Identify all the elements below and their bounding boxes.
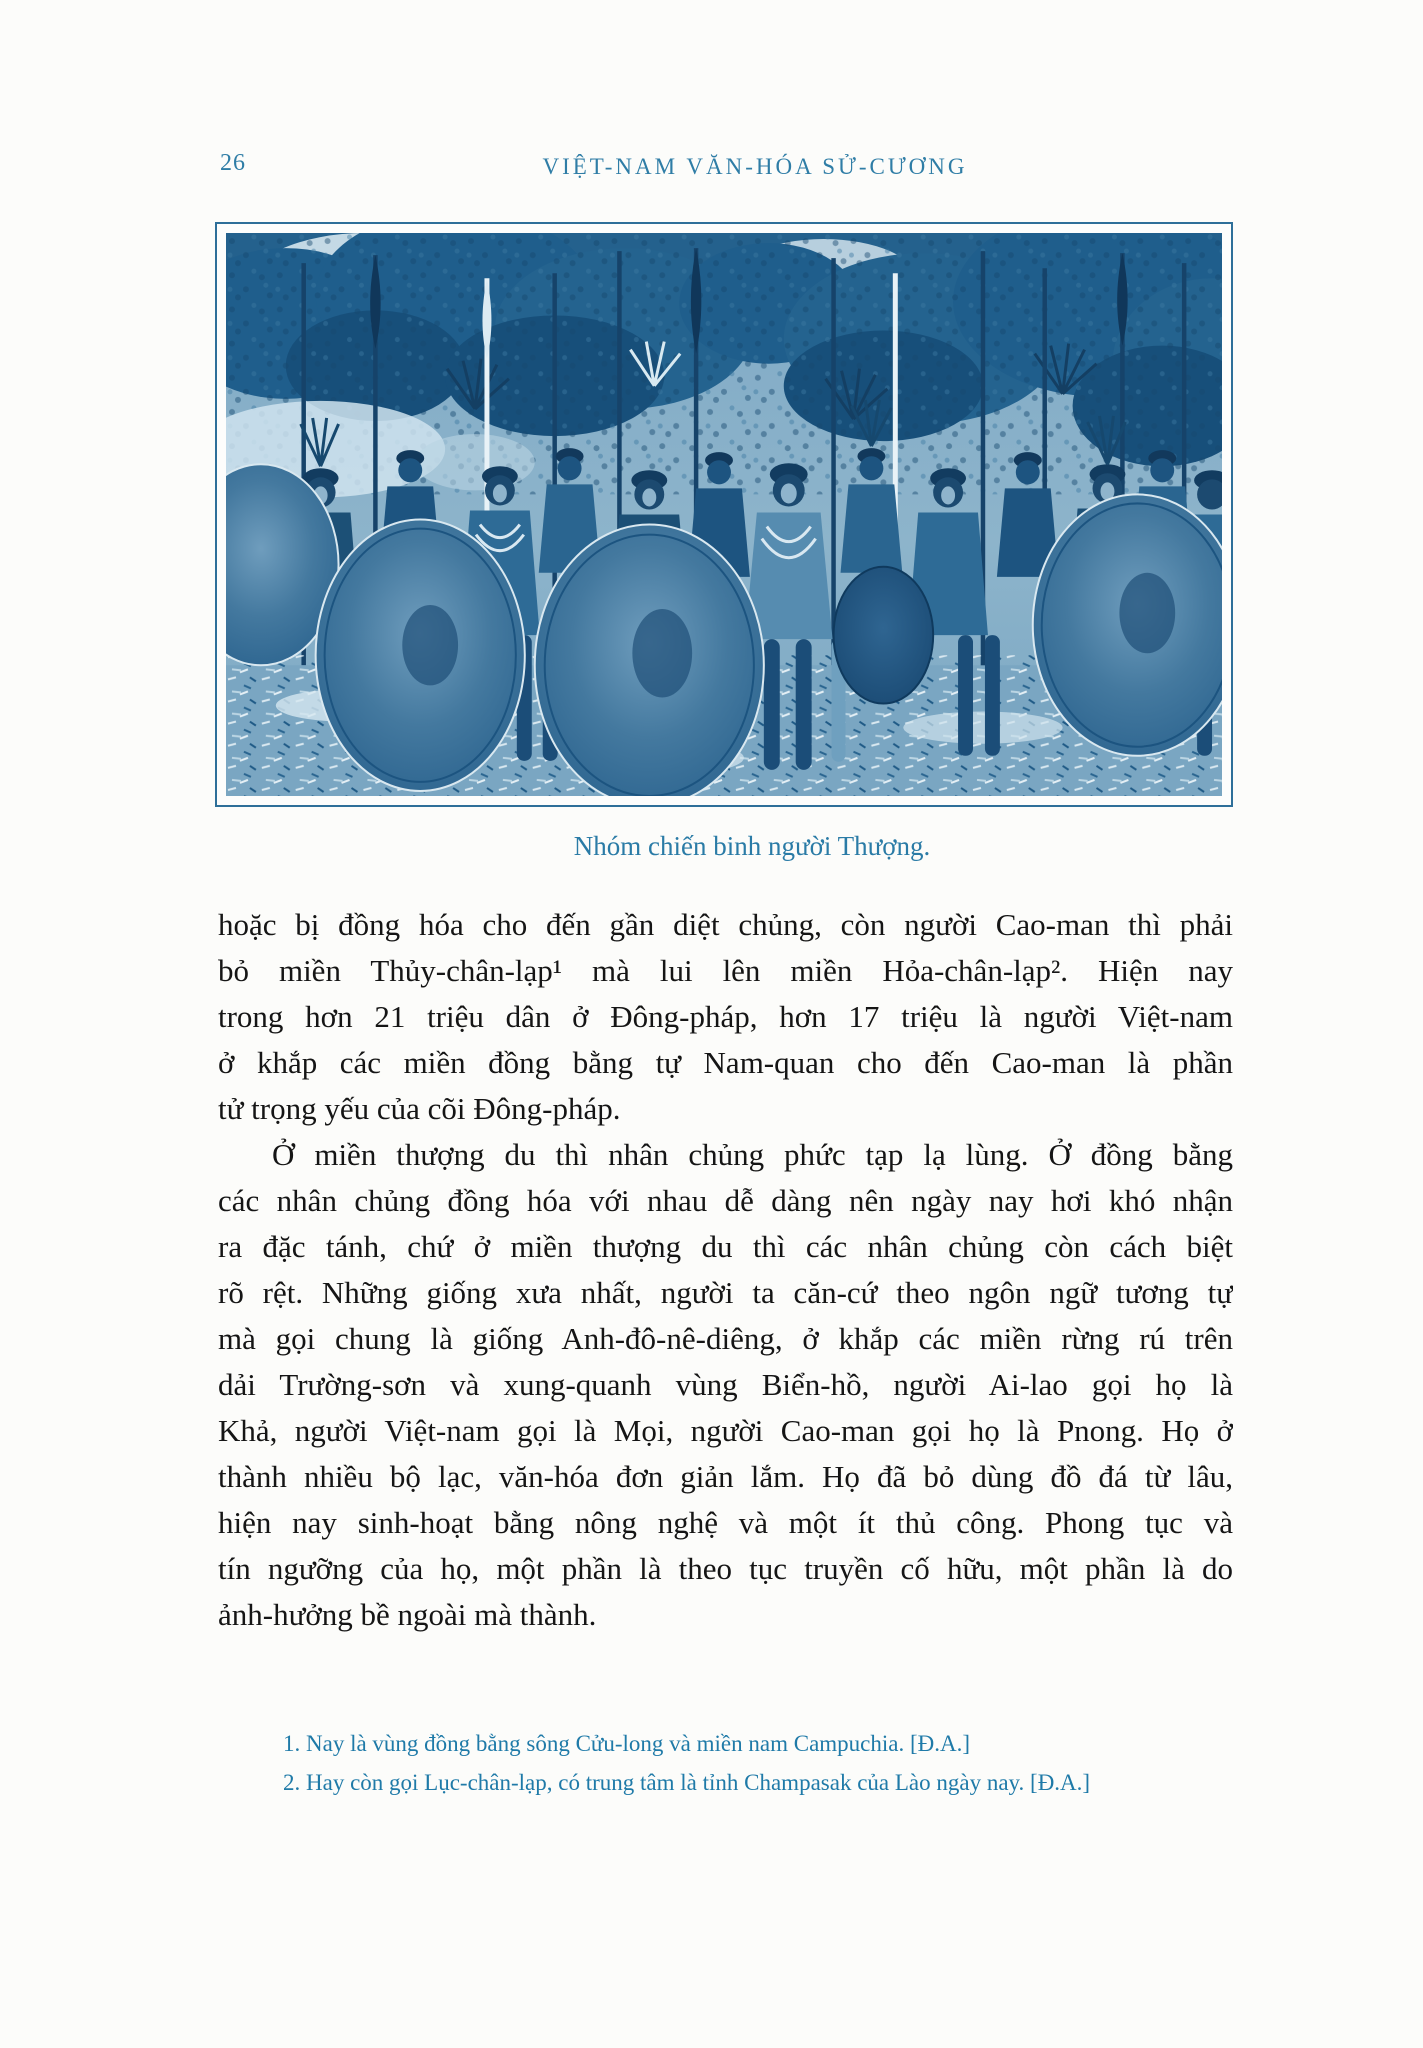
body-line: thành nhiều bộ lạc, văn-hóa đơn giản lắm. Họ đã bỏ dùng đồ đá từ lâu, <box>218 1459 1233 1494</box>
body-text <box>218 902 1233 1638</box>
body-line: Ở miền thượng du thì nhân chủng phức tạp lạ lùng. Ở đồng bằng <box>272 1137 1233 1172</box>
footnotes <box>283 1724 1233 1802</box>
body-line: bỏ miền Thủy-chân-lạp¹ mà lui lên miền Hỏa-chân-lạp². Hiện nay <box>218 953 1233 988</box>
footnote-2: 2. Hay còn gọi Lục-chân-lạp, có trung tâm là tỉnh Champasak của Lào ngày nay. [Đ.A.] <box>283 1770 1091 1795</box>
figure-caption: Nhóm chiến binh người Thượng. <box>573 831 931 861</box>
body-line: hoặc bị đồng hóa cho đến gần diệt chủng, còn người Cao-man thì phải <box>218 907 1233 942</box>
body-line: ảnh-hưởng bề ngoài mà thành. <box>218 1597 597 1632</box>
body-line: ở khắp các miền đồng bằng tự Nam-quan cho đến Cao-man là phần <box>218 1045 1233 1080</box>
body-line: Khả, người Việt-nam gọi là Mọi, người Cao-man gọi họ là Pnong. Họ ở <box>218 1413 1233 1448</box>
body-line: hiện nay sinh-hoạt bằng nông nghệ và một ít thủ công. Phong tục và <box>218 1505 1233 1540</box>
body-line: các nhân chủng đồng hóa với nhau dễ dàng nên ngày nay hơi khó nhận <box>218 1183 1233 1218</box>
running-title: VIỆT-NAM VĂN-HÓA SỬ-CƯƠNG <box>542 154 968 179</box>
photo-frame <box>215 222 1233 807</box>
page-number: 26 <box>220 150 246 176</box>
body-line: tử trọng yếu của cõi Đông-pháp. <box>218 1091 621 1126</box>
body-line: mà gọi chung là giống Anh-đô-nê-diêng, ở khắp các miền rừng rú trên <box>218 1321 1233 1356</box>
body-line: dải Trường-sơn và xung-quanh vùng Biển-hồ, người Ai-lao gọi họ là <box>218 1367 1233 1402</box>
body-line: ra đặc tánh, chứ ở miền thượng du thì các nhân chủng còn cách biệt <box>218 1229 1233 1264</box>
footnote-1: 1. Nay là vùng đồng bằng sông Cửu-long và miền nam Campuchia. [Đ.A.] <box>283 1731 971 1756</box>
body-line: trong hơn 21 triệu dân ở Đông-pháp, hơn 17 triệu là người Việt-nam <box>218 999 1233 1034</box>
warriors-photo <box>226 233 1222 796</box>
body-line: rõ rệt. Những giống xưa nhất, người ta căn-cứ theo ngôn ngữ tương tự <box>218 1275 1233 1310</box>
body-line: tín ngưỡng của họ, một phần là theo tục truyền cố hữu, một phần là do <box>218 1551 1233 1586</box>
